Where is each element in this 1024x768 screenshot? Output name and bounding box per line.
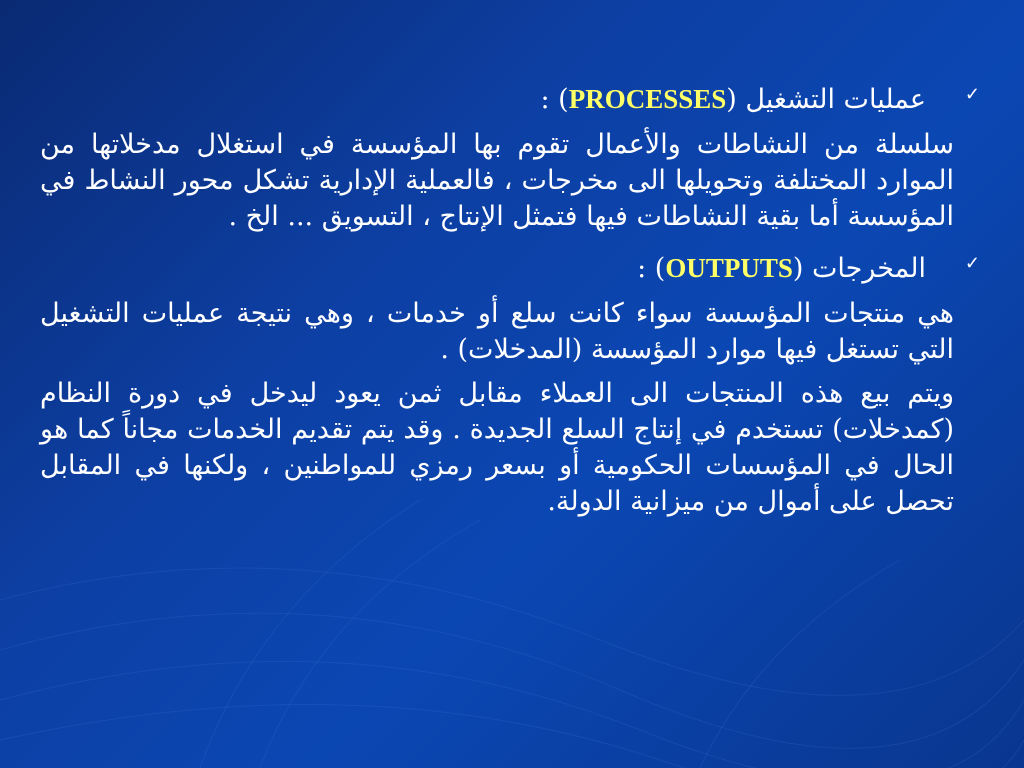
heading-outputs-suffix: ) :: [637, 253, 666, 284]
paragraph-outputs-2: ويتم بيع هذه المنتجات الى العملاء مقابل ثمن يعود ليدخل في دورة النظام (كمدخلات) تستخدم في إنتاج السلع الجديدة . وقد يتم تقديم الخدمات مجاناً كما هو الحال في المؤسسات الحكومية أو بسعر رمزي للمواطنين ، ولكنها في المقابل تحصل على أموال من ميزانية الدولة.: [40, 378, 954, 517]
heading-outputs: [40, 249, 984, 288]
spacer: [40, 119, 984, 127]
heading-processes: [40, 80, 984, 119]
heading-processes-prefix: عمليات التشغيل (: [726, 84, 926, 115]
paragraph-outputs-1: هي منتجات المؤسسة سواء كانت سلع أو خدمات ، وهي نتيجة عمليات التشغيل التي تستغل فيها موارد المؤسسة (المدخلات) .: [40, 298, 954, 365]
check-icon: ✓: [964, 253, 980, 274]
heading-outputs-english: OUTPUTS: [665, 253, 793, 283]
check-icon: ✓: [964, 84, 980, 105]
spacer: [40, 288, 984, 296]
spacer: [40, 235, 984, 249]
heading-processes-english: PROCESSES: [568, 84, 727, 114]
slide-content: [40, 80, 984, 760]
heading-processes-suffix: ) :: [540, 84, 569, 115]
paragraph-processes: سلسلة من النشاطات والأعمال تقوم بها المؤسسة في استغلال مدخلاتها من الموارد المختلفة وتحويلها الى مخرجات ، فالعملية الإدارية تشكل محور النشاط في المؤسسة أما بقية النشاطات فيها فتمثل الإنتاج ، التسويق ... الخ .: [40, 129, 954, 232]
spacer: [40, 368, 984, 376]
heading-outputs-prefix: المخرجات (: [792, 253, 926, 284]
